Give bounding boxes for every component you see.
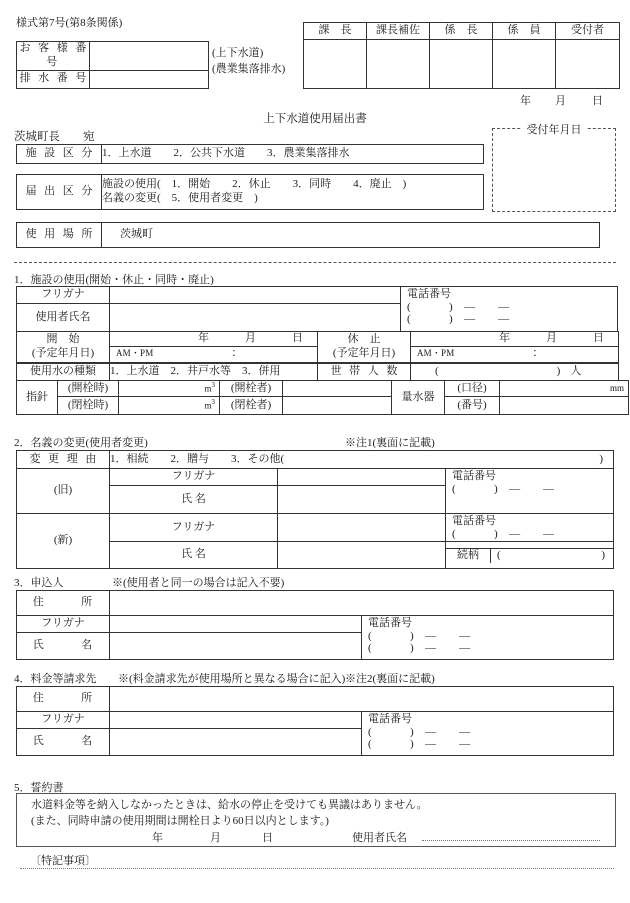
tel-paren-close: ) [410,738,414,751]
approval-col-kacho-hosa: 課長補佐 [367,23,430,40]
remarks-label: 〔特記事項〕 [30,855,96,867]
section1-watertype-table [16,363,619,381]
household-paren-close: ) [556,365,561,378]
stop-label: 休 止 [347,333,381,346]
relation-label: 続柄 [446,548,491,562]
section1-tel-row-2[interactable] [407,313,617,326]
stop-year: 年 [499,332,510,344]
section4-table [16,686,614,756]
pledge-box [16,793,616,847]
table-row [17,616,614,633]
billing-address-label: 住 所 [17,687,110,712]
tel-paren-close: ) [449,300,453,313]
notice-classification-table [16,174,484,210]
stop-colon: ： [532,347,544,360]
household-cell[interactable] [411,364,619,381]
meter-number-label: (番号) [445,397,500,415]
household-unit: 人 [570,365,582,378]
facility-classification-options[interactable]: 1．上水道 2．公共下水道 3．農業集落排水 [102,145,484,164]
approval-table [303,22,620,89]
section1-tel-cell[interactable] [401,287,618,332]
billing-tel-row-1[interactable] [368,726,613,739]
relation-input[interactable] [491,548,614,562]
applicant-address-label: 住 所 [17,591,110,616]
form-number: 様式第7号(第8条関係) [16,17,123,29]
usage-place-table [16,222,600,248]
start-ampm[interactable]: AM・PM [116,348,154,359]
stop-month: 月 [546,332,557,344]
new-furigana-label: フリガナ [110,514,278,542]
tel-paren-close: ) [410,642,414,655]
tel-paren-open: ( [452,527,456,540]
tel-dash-1: — [464,300,476,313]
water-type-options[interactable]: 1．上水道 2．井戸水等 3．併用 [110,364,318,381]
tel-dash-2: — [543,527,555,540]
change-reason-label: 変 更 理 由 [17,451,110,469]
relation-paren-open: ( [497,548,501,561]
drainage-number-label: 排 水 番 号 [17,70,90,88]
old-name-input[interactable] [278,486,446,514]
table-row [17,175,484,210]
household-label: 世 帯 人 数 [318,364,411,381]
stop-day: 日 [593,332,604,344]
open-time-label: (開栓時) [58,381,119,397]
start-sub-label: (予定年月日) [31,346,95,359]
tel-paren-close: ) [410,629,414,642]
section1-meter-table [16,380,629,415]
caliber-input[interactable] [500,381,629,397]
change-reason-options[interactable] [110,451,614,469]
applicant-furigana-input[interactable] [110,616,362,633]
pledge-day: 日 [262,831,273,844]
section1-startstop-table [16,331,619,363]
water-type-label: 使用水の種類 [17,364,110,381]
table-row [17,381,629,397]
approval-stamp-kacho-hosa[interactable] [367,40,430,89]
applicant-name-input[interactable] [110,633,362,660]
tel-dash-2: — [459,642,471,655]
start-label: 開 始 [46,333,80,346]
old-name-label: 氏 名 [110,486,278,514]
tel-dash-2: — [498,300,510,313]
addressee: 茨城町長 宛 [14,131,95,143]
tel-dash-1: — [425,738,437,751]
old-furigana-label: フリガナ [110,469,278,486]
section3-note: ※(使用者と同一の場合は記入不要) [112,577,285,589]
pledge-month: 月 [210,831,221,844]
household-paren-open: ( [435,365,439,378]
unit-m3: m [204,400,212,411]
applicant-tel-row-2[interactable] [368,642,613,655]
section4-note1: ※(料金請求先が使用場所と異なる場合に記入) [118,673,346,685]
note-rural-sewer: (農業集落排水) [212,63,286,75]
tel-paren-close: ) [410,725,414,738]
tel-dash-1: — [425,629,437,642]
applicant-furigana-label: フリガナ [17,616,110,633]
unit-m3-exponent: 3 [211,381,215,389]
tel-dash-1: — [425,725,437,738]
start-year: 年 [198,332,209,344]
billing-name-input[interactable] [110,729,362,756]
table-row [17,332,619,347]
usage-place-value[interactable]: 茨城町 [102,223,600,248]
section2-note: ※注1(裏面に記載) [345,437,435,449]
approval-date-month: 月 [555,95,566,107]
section1-username-input[interactable] [110,304,401,332]
table-row [17,687,614,712]
tel-paren-open: ( [452,482,456,495]
tel-paren-close: ) [494,527,498,540]
billing-furigana-input[interactable] [110,712,362,729]
table-row [17,145,484,164]
tel-paren-close: ) [494,482,498,495]
pledge-signature-label: 使用者氏名 [352,831,407,844]
unit-mm: mm [609,382,624,393]
start-date-cell[interactable] [110,332,318,347]
tel-paren-open: ( [368,642,372,655]
pointer-label: 指針 [17,381,58,415]
tel-paren-open: ( [368,738,372,751]
pledge-year: 年 [152,831,163,844]
close-person-label: (閉栓者) [220,397,283,415]
caliber-label: (口径) [445,381,500,397]
table-row [17,223,600,248]
open-person-label: (開栓者) [220,381,283,397]
section4-note2: ※注2(裏面に記載) [345,673,435,685]
section3-table [16,590,614,660]
cut-line-divider [14,262,616,263]
applicant-tel-row-1[interactable] [368,630,613,643]
approval-col-kakaricho: 係 長 [430,23,493,40]
tel-dash-1: — [425,642,437,655]
applicant-tel-label: 電話番号 [368,617,412,629]
billing-tel-cell[interactable] [362,712,614,756]
note-water-supply: (上下水道) [212,47,264,59]
table-row [17,514,614,542]
close-reading-input[interactable] [119,397,220,415]
approval-stamp-row [304,40,620,89]
new-owner-label: (新) [17,514,110,569]
tel-paren-open: ( [407,313,411,326]
tel-dash-2: — [498,313,510,326]
stop-sub-label: (予定年月日) [332,346,396,359]
table-row [17,70,209,88]
pledge-signature-line[interactable] [422,840,600,841]
table-row [17,397,629,415]
stop-date-cell[interactable] [411,332,619,347]
approval-col-uketsukesha: 受付者 [556,23,620,40]
approval-date-day: 日 [592,95,603,107]
billing-tel-row-2[interactable] [368,738,613,751]
new-name-label: 氏 名 [110,542,278,569]
change-reason-paren-close: ) [599,452,603,465]
applicant-tel-cell[interactable] [362,616,614,660]
usage-place-label: 使 用 場 所 [17,223,102,248]
unit-m3: m [204,383,212,394]
approval-stamp-kakariin[interactable] [493,40,556,89]
open-person-input[interactable] [283,381,392,397]
section4-heading: 4．料金等請求先 [14,673,97,685]
notice-classification-label: 届 出 区 分 [17,175,102,210]
new-tel-cell[interactable] [446,514,614,542]
section3-heading: 3．申込人 [14,577,64,589]
facility-classification-table [16,144,484,164]
billing-furigana-label: フリガナ [17,712,110,729]
section1-table [16,286,618,332]
receipt-date-label: 受付年月日 [521,121,588,137]
new-tel-row[interactable] [452,528,613,541]
customer-number-label: お 客 様 番 号 [17,42,90,71]
section1-tel-row-1[interactable] [407,301,617,314]
facility-classification-label: 施 設 区 分 [17,145,102,164]
new-tel-label: 電話番号 [452,515,496,527]
tel-dash-2: — [459,725,471,738]
approval-stamp-kakaricho[interactable] [430,40,493,89]
section1-heading: 1．施設の使用(開始・休止・同時・廃止) [14,274,214,286]
tel-dash-2: — [459,629,471,642]
relation-paren-close: ) [601,548,605,561]
old-tel-row[interactable] [452,483,613,496]
tel-paren-close: ) [449,313,453,326]
notice-option-namechange[interactable]: 名義の変更( 5．使用者変更 ) [102,192,258,204]
start-month: 月 [245,332,256,344]
close-time-label: (閉栓時) [58,397,119,415]
notice-option-use[interactable]: 施設の使用( 1．開始 2．休止 3．同時 4．廃止 ) [102,178,407,191]
approval-header-row [304,23,620,40]
tel-paren-open: ( [368,629,372,642]
applicant-name-label: 氏 名 [17,633,110,660]
close-person-input[interactable] [283,397,392,415]
table-row [17,451,614,469]
old-owner-label: (旧) [17,469,110,514]
receipt-date-box[interactable] [492,124,616,212]
table-row [17,364,619,381]
section1-username-label: 使用者氏名 [17,304,110,332]
applicant-address-input[interactable] [110,591,614,616]
approval-date-year: 年 [520,95,531,107]
pledge-line-1: 水道料金等を納入しなかったときは、給水の停止を受けても異議はありません。 [31,799,428,811]
pledge-line-2: (また、同時申請の使用期間は開栓日より60日以内とします。) [31,814,329,827]
billing-name-label: 氏 名 [17,729,110,756]
change-reason-text[interactable]: 1．相続 2．贈与 3．その他( [110,452,285,465]
start-colon: ： [231,347,243,360]
old-tel-label: 電話番号 [452,470,496,482]
start-label-cell [17,332,110,363]
tel-dash-2: — [459,738,471,751]
table-row [17,591,614,616]
approval-col-kakariin: 係 員 [493,23,556,40]
stop-time-cell[interactable] [411,346,619,362]
open-reading-input[interactable] [119,381,220,397]
billing-address-input[interactable] [110,687,614,712]
start-time-cell[interactable] [110,346,318,362]
table-row [17,712,614,729]
stop-label-cell [318,332,411,363]
section2-heading: 2．名義の変更(使用者変更) [14,437,148,449]
old-tel-cell[interactable] [446,469,614,514]
table-row [17,287,618,304]
tel-dash-1: — [509,527,521,540]
new-furigana-input[interactable] [278,514,446,542]
table-row [17,42,209,71]
page-title: 上下水道使用届出書 [263,113,367,125]
meter-number-input[interactable] [500,397,629,415]
tel-paren-open: ( [407,300,411,313]
remarks-line[interactable] [20,868,614,869]
start-day: 日 [292,332,303,344]
customer-number-input[interactable] [90,42,209,71]
approval-stamp-kacho[interactable] [304,40,367,89]
section1-furigana-label: フリガナ [17,287,110,304]
section1-furigana-input[interactable] [110,287,401,304]
relation-cell [446,542,614,569]
new-name-input[interactable] [278,542,446,569]
billing-tel-label: 電話番号 [368,713,412,725]
customer-number-table [16,41,209,89]
tel-dash-1: — [509,482,521,495]
drainage-number-input[interactable] [90,70,209,88]
tel-dash-2: — [543,482,555,495]
approval-col-kacho: 課 長 [304,23,367,40]
unit-m3-exponent: 3 [211,398,215,407]
tel-dash-1: — [464,313,476,326]
section5-heading: 5．誓約書 [14,782,64,794]
stop-ampm[interactable]: AM・PM [417,348,455,359]
section1-tel-label: 電話番号 [407,288,451,300]
table-row [17,469,614,486]
approval-stamp-uketsukesha[interactable] [556,40,620,89]
notice-classification-options[interactable] [102,175,484,210]
meter-label: 量水器 [392,381,445,415]
tel-paren-open: ( [368,725,372,738]
section2-table [16,450,614,569]
relation-row [446,548,613,562]
old-furigana-input[interactable] [278,469,446,486]
